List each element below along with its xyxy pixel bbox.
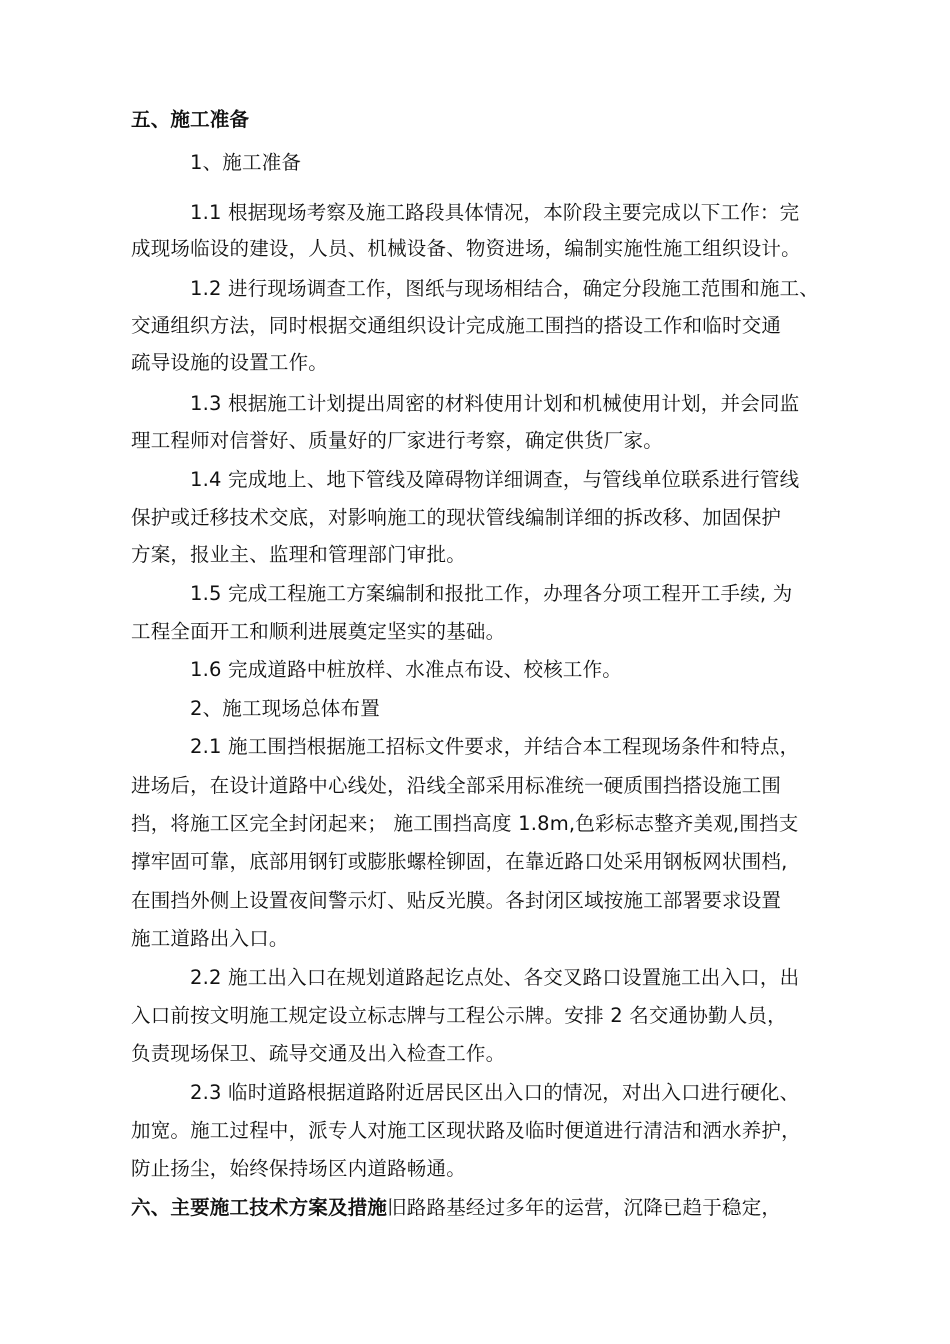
- paragraph-2-3-line-3: 防止扬尘，始终保持场区内道路畅通。: [131, 1157, 466, 1180]
- section-5-heading: 五、施工准备: [131, 108, 250, 131]
- paragraph-2-1-line-5: 在围挡外侧上设置夜间警示灯、贴反光膜。各封闭区域按施工部署要求设置: [131, 889, 782, 912]
- paragraph-2-3-line-1: 2.3 临时道路根据道路附近居民区出入口的情况，对出入口进行硬化、: [190, 1081, 800, 1104]
- paragraph-1-6-line-1: 1.6 完成道路中桩放样、水准点布设、校核工作。: [190, 658, 623, 681]
- paragraph-1-3-line-2: 理工程师对信誉好、质量好的厂家进行考察，确定供货厂家。: [131, 429, 663, 452]
- paragraph-2-3-line-2: 加宽。施工过程中，派专人对施工区现状路及临时便道进行清洁和洒水养护，: [131, 1119, 801, 1142]
- paragraph-1-4-line-3: 方案，报业主、监理和管理部门审批。: [131, 543, 466, 566]
- section-6-text: 旧路路基经过多年的运营，沉降已趋于稳定，: [387, 1196, 782, 1219]
- paragraph-1-4-line-2: 保护或迁移技术交底，对影响施工的现状管线编制详细的拆改移、加固保护: [131, 506, 782, 529]
- paragraph-2-1-line-6: 施工道路出入口。: [131, 927, 289, 950]
- paragraph-1-3-line-1: 1.3 根据施工计划提出周密的材料使用计划和机械使用计划，并会同监: [190, 392, 800, 415]
- subsection-2-heading: 2、施工现场总体布置: [190, 697, 380, 720]
- section-6-heading: 六、主要施工技术方案及措施: [131, 1196, 388, 1219]
- paragraph-1-2-line-2: 交通组织方法，同时根据交通组织设计完成施工围挡的搭设工作和临时交通: [131, 314, 782, 337]
- paragraph-2-1-line-2: 进场后，在设计道路中心线处，沿线全部采用标准统一硬质围挡搭设施工围: [131, 774, 782, 797]
- paragraph-2-1-line-1: 2.1 施工围挡根据施工招标文件要求，并结合本工程现场条件和特点，: [190, 735, 800, 758]
- paragraph-1-5-line-2: 工程全面开工和顺利进展奠定坚实的基础。: [131, 620, 506, 643]
- paragraph-1-5-line-1: 1.5 完成工程施工方案编制和报批工作，办理各分项工程开工手续, 为: [190, 582, 793, 605]
- subsection-1-heading: 1、施工准备: [190, 151, 302, 174]
- paragraph-2-1-line-4: 撑牢固可靠，底部用钢钉或膨胀螺栓铆固，在靠近路口处采用钢板网状围档,: [131, 850, 788, 873]
- paragraph-1-1-line-2: 成现场临设的建设，人员、机械设备、物资进场，编制实施性施工组织设计。: [131, 237, 801, 260]
- paragraph-1-2-line-1: 1.2 进行现场调查工作，图纸与现场相结合，确定分段施工范围和施工、: [190, 277, 820, 300]
- paragraph-1-2-line-3: 疏导设施的设置工作。: [131, 351, 329, 374]
- paragraph-2-2-line-2: 入口前按文明施工规定设立标志牌与工程公示牌。安排 2 名交通协勤人员，: [131, 1004, 787, 1027]
- paragraph-2-2-line-1: 2.2 施工出入口在规划道路起讫点处、各交叉路口设置施工出入口，出: [190, 966, 800, 989]
- paragraph-1-4-line-1: 1.4 完成地上、地下管线及障碍物详细调查，与管线单位联系进行管线: [190, 468, 800, 491]
- paragraph-1-1-line-1: 1.1 根据现场考察及施工路段具体情况，本阶段主要完成以下工作：完: [190, 201, 800, 224]
- paragraph-2-1-line-3: 挡，将施工区完全封闭起来； 施工围挡高度 1.8m,色彩标志整齐美观,围挡支: [131, 812, 799, 835]
- section-6-line: [131, 1195, 781, 1221]
- paragraph-2-2-line-3: 负责现场保卫、疏导交通及出入检查工作。: [131, 1042, 506, 1065]
